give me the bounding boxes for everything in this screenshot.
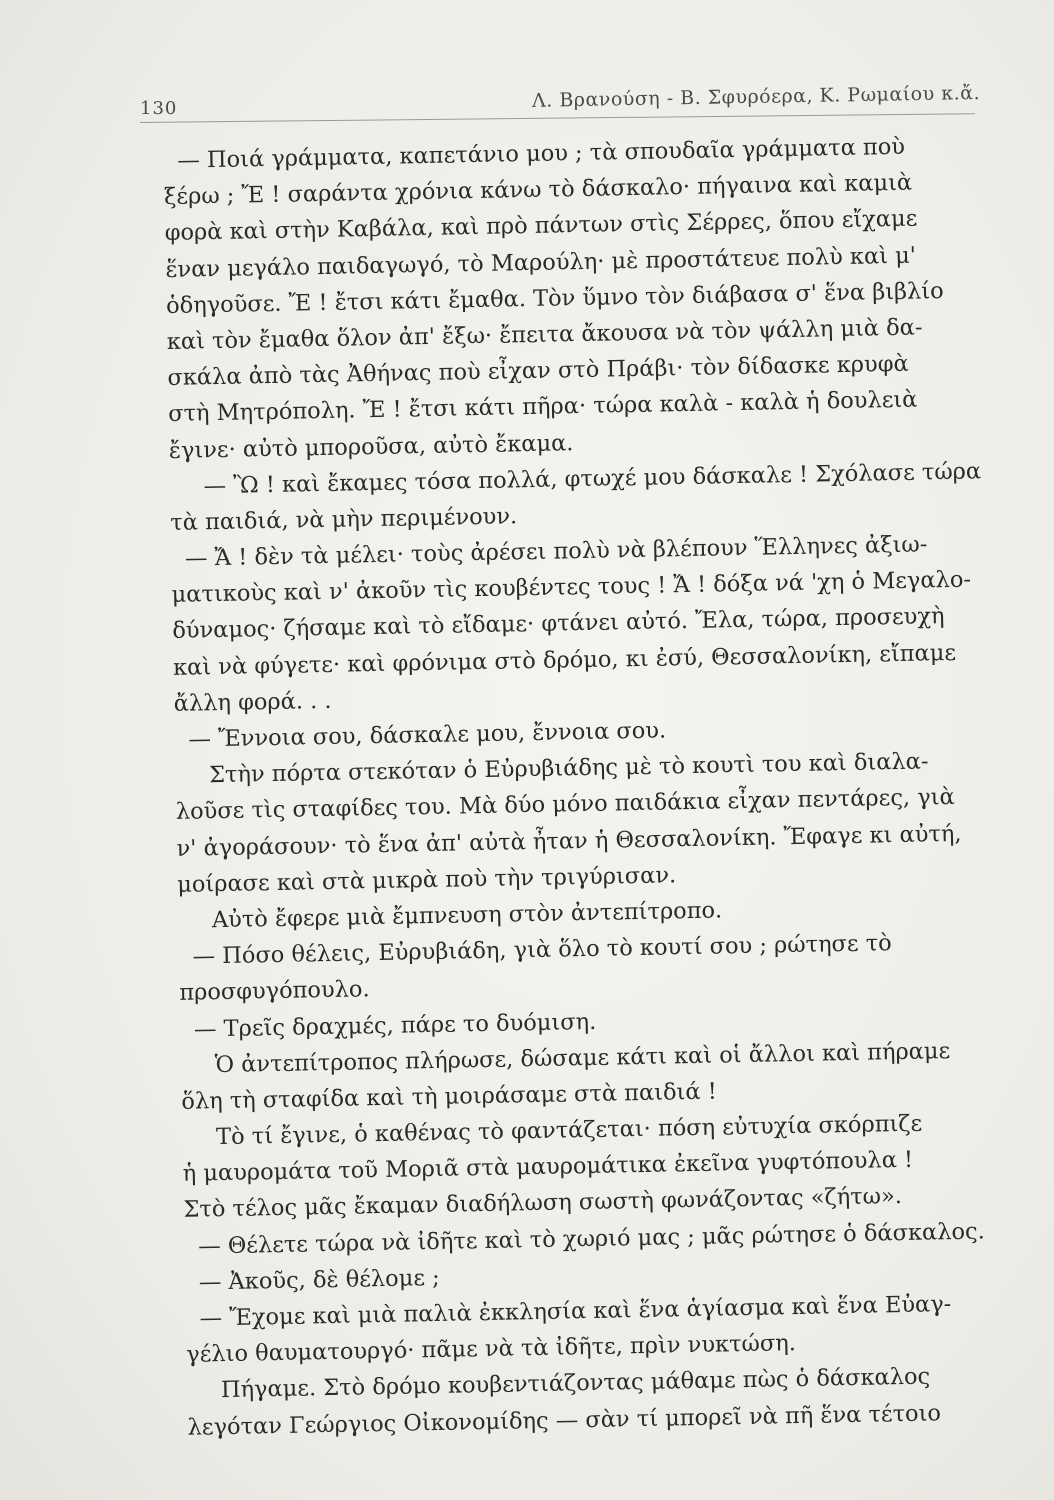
text-line: — Τρεῖς δραχμές, πάρε το δυόμιση.	[193, 1008, 597, 1043]
text-line: καὶ τὸν ἔμαθα ὅλον ἀπ' ἔξω· ἔπειτα ἄκουσα νὰ τὸν ψάλλη μιὰ δα-	[166, 314, 923, 355]
text-line: λοῦσε τὶς σταφίδες του. Μὰ δύο μόνο παιδάκια εἶχαν πεντάρες, γιὰ	[175, 784, 955, 826]
text-line: Τὸ τί ἔγινε, ὁ καθένας τὸ φαντάζεται· πόση εὐτυχία σκόρπιζε	[215, 1110, 923, 1151]
text-line: ἕναν μεγάλο παιδαγωγό, τὸ Μαρούλη· μὲ προστάτευε πολὺ καὶ μ'	[165, 242, 917, 283]
page-number: 130	[140, 98, 178, 119]
text-line: σκάλα ἀπὸ τὰς Ἀθήνας ποὺ εἶχαν στὸ Πράβι· τὸν δίδασκε κρυφὰ	[167, 350, 909, 392]
running-head: Λ. Βρανούση - Β. Σφυρόερα, Κ. Ρωμαίου κ.ἄ.	[531, 82, 981, 112]
body-text	[163, 127, 1038, 1446]
text-line: Αὐτὸ ἔφερε μιὰ ἔμπνευση στὸν ἀντεπίτροπο.	[211, 897, 723, 934]
text-line: λεγόταν Γεώργιος Οἰκονομίδης — σὰν τί μπορεῖ νὰ πῆ ἕνα τέτοιο	[187, 1399, 942, 1441]
text-line: ν' ἀγοράσουν· τὸ ἕνα ἀπ' αὐτὰ ἦταν ἡ Θεσσαλονίκη. Ἔφαγε κι αὐτή,	[176, 820, 962, 862]
text-line: — Ἔννοια σου, δάσκαλε μου, ἔννοια σου.	[188, 717, 667, 753]
text-line: γέλιο θαυματουργό· πᾶμε νὰ τὰ ἰδῆτε, πρὶν νυκτώση.	[186, 1330, 797, 1368]
text-line: ματικοὺς καὶ ν' ἀκοῦν τὶς κουβέντες τους ! Ἄ ! δόξα νά 'χη ὁ Μεγαλο-	[171, 566, 972, 609]
text-line: — Θέλετε τώρα νὰ ἰδῆτε καὶ τὸ χωριό μας ; μᾶς ρώτησε ὁ δάσκαλος.	[197, 1218, 985, 1260]
text-line: Πήγαμε. Στὸ δρόμο κουβεντιάζοντας μάθαμε πὼς ὁ δάσκαλος	[220, 1363, 931, 1404]
text-line: ὅλη τὴ σταφίδα καὶ τὴ μοιράσαμε στὰ παιδιά !	[181, 1078, 717, 1115]
text-line: ὁδηγοῦσε. Ἔ ! ἔτσι κάτι ἔμαθα. Τὸν ὕμνο τὸν διάβασα σ' ἕνα βιβλίο	[165, 277, 944, 319]
text-line: ἔγινε· αὐτὸ μποροῦσα, αὐτὸ ἔκαμα.	[168, 429, 574, 464]
text-line: — Ἔχομε καὶ μιὰ παλιὰ ἐκκλησία καὶ ἕνα ἁγίασμα καὶ ἕνα Εὐαγ-	[199, 1291, 952, 1332]
text-line: φορὰ καὶ στὴν Καβάλα, καὶ πρὸ πάντων στὶς Σέρρες, ὅπου εἴχαμε	[164, 205, 918, 247]
text-line: Στὴν πόρτα στεκόταν ὁ Εὐρυβιάδης μὲ τὸ κουτὶ του καὶ διαλα-	[208, 748, 929, 789]
text-line: μοίρασε καὶ στὰ μικρὰ ποὺ τὴν τριγύρισαν.	[176, 862, 677, 898]
text-line: — Ἀκοῦς, δὲ θέλομε ;	[198, 1264, 440, 1296]
text-line: ξέρω ; Ἔ ! σαράντα χρόνια κάνω τὸ δάσκαλο· πήγαινα καὶ καμιὰ	[163, 169, 913, 211]
text-line: — Πόσο θέλεις, Εὐρυβιάδη, γιὰ ὅλο τὸ κουτί σου ; ρώτησε τὸ	[192, 930, 892, 970]
text-line: — Ἄ ! δὲν τὰ μέλει· τοὺς ἀρέσει πολὺ νὰ βλέπουν Ἕλληνες ἀξιω-	[184, 531, 928, 572]
text-line: — Ὢ ! καὶ ἔκαμες τόσα πολλά, φτωχέ μου δάσκαλε ! Σχόλασε τώρα	[203, 458, 982, 499]
text-line: ἡ μαυρομάτα τοῦ Μοριᾶ στὰ μαυρομάτικα ἐκεῖνα γυφτόπουλα !	[182, 1147, 914, 1188]
text-line: Στὸ τέλος μᾶς ἔκαμαν διαδήλωση σωστὴ φωνάζοντας «ζήτω».	[183, 1183, 903, 1224]
text-line: στὴ Μητρόπολη. Ἔ ! ἔτσι κάτι πῆρα· τώρα καλὰ - καλὰ ἡ δουλειὰ	[167, 386, 918, 428]
text-line: Ὁ ἀντεπίτροπος πλήρωσε, δώσαμε κάτι καὶ οἱ ἄλλοι καὶ πήραμε	[214, 1037, 951, 1078]
text-line: δύναμος· ζήσαμε καὶ τὸ εἴδαμε· φτάνει αὐτό. Ἔλα, τώρα, προσευχὴ	[172, 603, 945, 645]
text-line: ἄλλη φορά. . .	[173, 687, 332, 717]
text-line: καὶ νὰ φύγετε· καὶ φρόνιμα στὸ δρόμο, κι ἐσύ, Θεσσαλονίκη, εἴπαμε	[172, 639, 957, 681]
text-line: τὰ παιδιά, νὰ μὴν περιμένουν.	[170, 503, 518, 536]
text-line: προσφυγόπουλο.	[179, 976, 370, 1007]
text-line: — Ποιά γράμματα, καπετάνιο μου ; τὰ σπουδαῖα γράμματα ποὺ	[177, 133, 906, 174]
